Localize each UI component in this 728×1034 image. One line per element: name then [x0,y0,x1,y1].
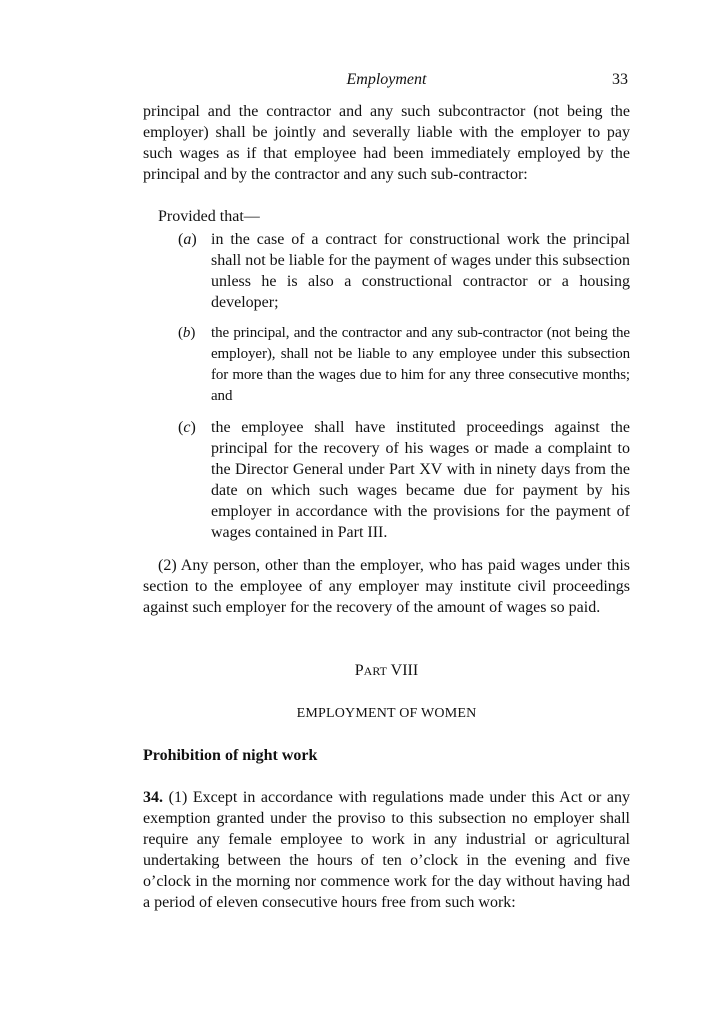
proviso-item-a [143,229,630,313]
proviso-text: in the case of a contract for constructional work the principal shall not be liable for the payment of wages under this subsection unless he is also a constructional contractor or a housing developer; [211,231,631,311]
proviso-label: (c) [178,419,196,436]
section-number: 34. [143,789,163,806]
proviso-text: the principal, and the contractor and any sub-contractor (not being the employer), shall not be liable to any employee under this subsection for more than the wages due to him for any three consecutive months; and [211,325,630,404]
page-header [143,69,630,91]
page-body [143,101,630,913]
page-number: 33 [612,71,628,88]
part-word: PART [354,662,387,679]
part-number: VIII [390,662,419,679]
proviso-item-b [143,323,630,407]
running-title: Employment [346,71,427,88]
proviso-item-c [143,417,630,543]
section-text: (1) Except in accordance with regulations made under this Act or any exemption granted under the proviso to this subsection no employer shall require any female employee to work in any industrial or agricultural undertaking between the hours of ten o’clock in the evening and five o’clock in the morning nor commence work for the day without having had a period of eleven consecutive hours free from such work: [143,789,631,911]
part-heading [143,660,630,682]
continuation-paragraph: principal and the contractor and any such subcontractor (not being the employer) shall be jointly and severally liable with the employer to pay such wages as if that employee had been immediately employed by the principal and by the contractor and any such sub-contractor: [143,103,630,183]
proviso-label: (a) [178,231,197,248]
subsection-2-paragraph: (2) Any person, other than the employer, who has paid wages under this section to the employee of any employer may institute civil proceedings against such employer for the recovery of the amount of wages so paid. [143,557,630,616]
proviso-text: the employee shall have instituted proceedings against the principal for the recovery of his wages or made a complaint to the Director General under Part XV with in ninety days from the date on which such wages became due for payment by his employer in accordance with the provisions for the payment of wages contained in Part III. [211,419,630,541]
section-34-paragraph [143,787,630,913]
part-title: EMPLOYMENT OF WOMEN [296,706,477,721]
section-heading: Prohibition of night work [143,747,318,764]
proviso-label: (b) [178,325,196,341]
provided-that: Provided that— [158,208,260,225]
